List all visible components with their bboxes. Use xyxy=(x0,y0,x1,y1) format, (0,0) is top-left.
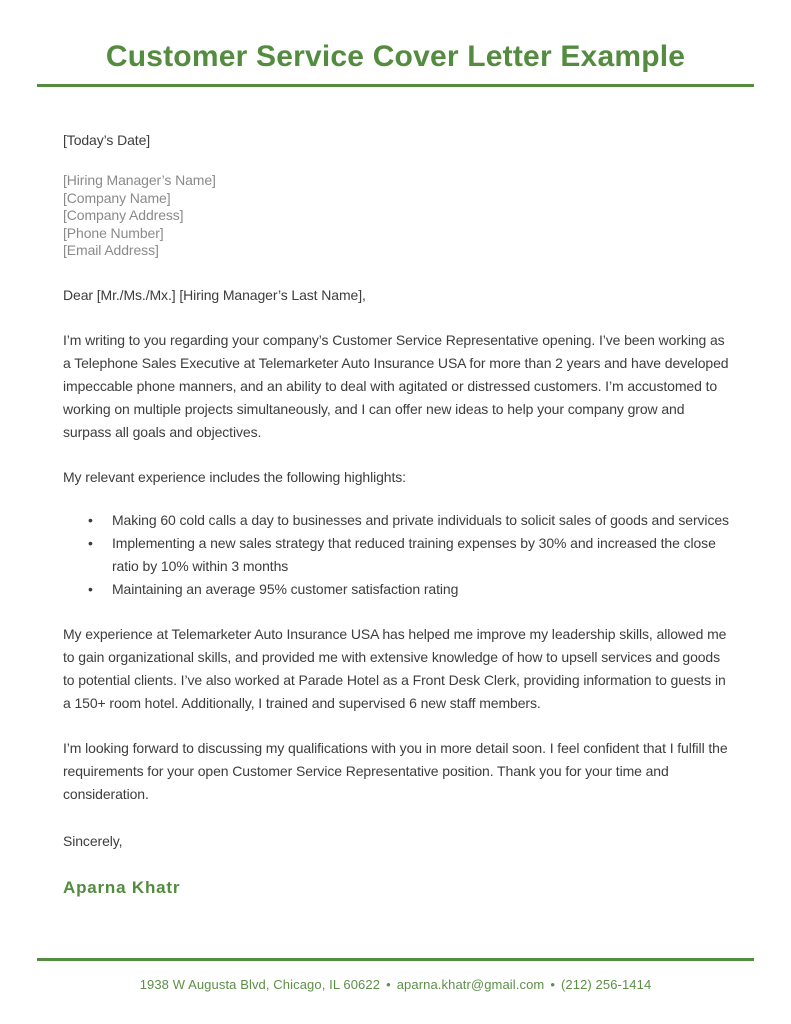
paragraph-highlights-lead: My relevant experience includes the following highlights: xyxy=(63,468,406,485)
page-header xyxy=(0,0,791,87)
bullet-icon: • xyxy=(88,511,93,528)
highlight-item xyxy=(63,532,729,578)
letter-body xyxy=(63,131,729,899)
title-divider xyxy=(37,84,754,87)
recipient-block xyxy=(63,172,729,260)
date-placeholder: [Today’s Date] xyxy=(63,132,151,148)
page-title: Customer Service Cover Letter Example xyxy=(105,40,686,73)
recipient-line-email-address: [Email Address] xyxy=(63,242,159,258)
bullet-icon: • xyxy=(88,580,93,597)
recipient-line-company-name: [Company Name] xyxy=(63,189,171,206)
salutation: Dear [Mr./Ms./Mx.] [Hiring Manager’s Last Name], xyxy=(63,286,366,303)
separator-dot: • xyxy=(386,977,391,992)
highlights-list xyxy=(63,509,729,601)
highlight-text: Implementing a new sales strategy that reduced training expenses by 30% and increased the close ratio by 10% within 3 months xyxy=(112,534,716,574)
highlight-item xyxy=(63,509,729,532)
footer-contact-line xyxy=(0,976,791,993)
highlight-item xyxy=(63,578,729,601)
recipient-line-company-address: [Company Address] xyxy=(63,207,184,223)
separator-dot: • xyxy=(550,977,555,992)
paragraph-closing: I’m looking forward to discussing my qualifications with you in more detail soon. I feel confident that I fulfill the requirements for your open Customer Service Representative position. Thank you for your time and consideration. xyxy=(63,739,728,802)
valediction: Sincerely, xyxy=(63,832,123,849)
highlight-text: Making 60 cold calls a day to businesses and private individuals to solicit sales of goods and services xyxy=(112,511,729,528)
paragraph-intro: I’m writing to you regarding your company’s Customer Service Representative opening. I’ve been working as a Telephone Sales Executive at Telemarketer Auto Insurance USA for more than 2 years and have developed impeccable phone manners, and an ability to deal with agitated or distressed customers. I’m accustomed to working on multiple projects simultaneously, and I can offer new ideas to help your company grow and surpass all goals and objectives. xyxy=(63,331,729,440)
highlight-text: Maintaining an average 95% customer satisfaction rating xyxy=(112,580,459,597)
footer-address: 1938 W Augusta Blvd, Chicago, IL 60622 xyxy=(139,977,381,992)
footer-divider xyxy=(37,958,754,961)
page-footer xyxy=(0,958,791,1024)
footer-phone: (212) 256-1414 xyxy=(561,977,652,992)
paragraph-experience: My experience at Telemarketer Auto Insurance USA has helped me improve my leadership skills, allowed me to gain organizational skills, and provided me with extensive knowledge of how to upsell services and goods to potential clients. I’ve also worked at Parade Hotel as a Front Desk Clerk, providing information to guests in a 150+ room hotel. Additionally, I trained and supervised 6 new staff members. xyxy=(63,625,727,711)
recipient-line-hiring-manager: [Hiring Manager’s Name] xyxy=(63,172,216,188)
footer-email: aparna.khatr@gmail.com xyxy=(396,977,545,992)
recipient-line-phone-number: [Phone Number] xyxy=(63,224,164,241)
signature-name: Aparna Khatr xyxy=(63,877,181,897)
bullet-icon: • xyxy=(88,534,93,551)
